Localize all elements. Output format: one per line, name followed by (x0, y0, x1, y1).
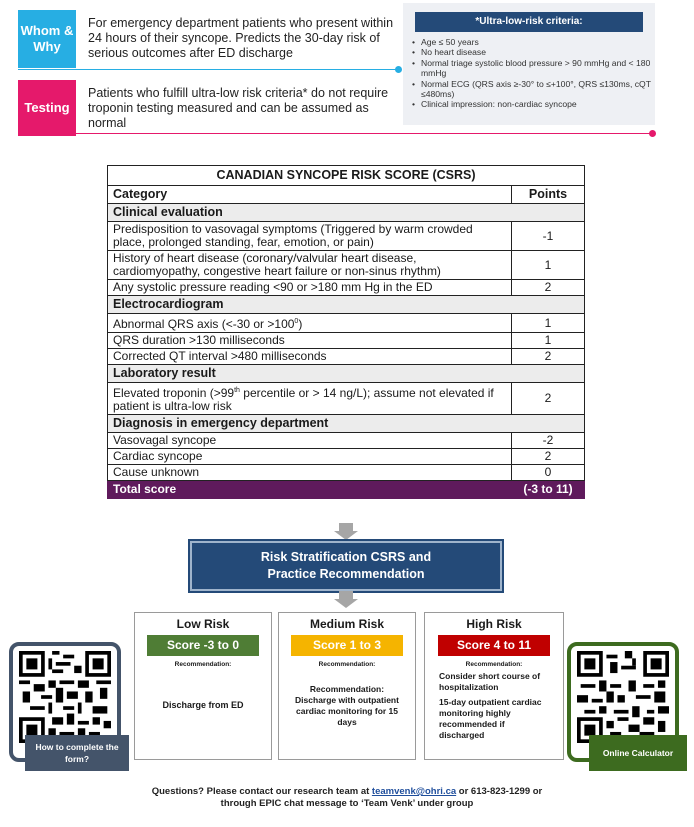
rec-label: Recommendation: (465, 661, 523, 668)
row-label: Abnormal QRS axis (<-30 or $>100^0$) (108, 314, 512, 333)
table-row (108, 314, 585, 333)
stratification-line1: Risk Stratification CSRS and (260, 550, 432, 564)
row-label: History of heart disease (coronary/valvular heart disease, cardiomyopathy, congestive heart failure or non-sinus rhythm) (108, 251, 512, 280)
row-label: Elevated troponin (>99th percentile or > 14 ng/L); assume not elevated if patient is ultra-low risk (108, 383, 512, 415)
row-points: 2 (512, 349, 585, 365)
criteria-item: • No heart disease (421, 47, 657, 57)
row-points: 2 (512, 383, 585, 415)
row-label: Vasovagal syncope (108, 433, 512, 449)
cyan-dot (395, 66, 402, 73)
testing-text: Patients who fulfill ultra-low risk criteria* do not require troponin testing measured and can be assumed as normal (88, 86, 389, 130)
section-lab: Laboratory result (108, 365, 585, 383)
col-category: Category (108, 186, 512, 204)
pink-dot (649, 130, 656, 137)
ultra-low-risk-criteria-panel (403, 3, 655, 125)
high-risk-score: Score 4 to 11 (438, 635, 550, 656)
criteria-title: *Ultra-low-risk criteria: (415, 12, 643, 32)
down-arrow-icon (334, 531, 358, 540)
total-range: (-3 to 11) (512, 481, 585, 499)
qr-left-label[interactable]: How to complete the form? (25, 735, 129, 771)
row-label: Corrected QT interval >480 milliseconds (108, 349, 512, 365)
row-label: Cardiac syncope (108, 449, 512, 465)
footer-line2: through EPIC chat message to ‘Team Venk’ under group (220, 798, 474, 809)
col-points: Points (512, 186, 585, 204)
section-clinical: Clinical evaluation (108, 204, 585, 222)
criteria-item: • Normal triage systolic blood pressure > 90 mmHg and < 180 mmHg (421, 58, 657, 79)
cyan-divider (18, 69, 398, 70)
testing-tag: Testing (18, 80, 76, 136)
table-row (108, 383, 585, 415)
high-rec-1: Consider short course of hospitalization (439, 671, 541, 692)
table-row (108, 449, 585, 465)
table-row (108, 465, 585, 481)
row-points: 1 (512, 333, 585, 349)
arrow-stem (339, 591, 353, 599)
footer-contact (110, 786, 584, 810)
section-ecg: Electrocardiogram (108, 296, 585, 314)
row-label: QRS duration >130 milliseconds (108, 333, 512, 349)
table-row (108, 349, 585, 365)
row-label: Cause unknown (108, 465, 512, 481)
arrow-stem (339, 523, 353, 531)
footer-post: or 613-823-1299 or (456, 786, 543, 797)
row-points: 0 (512, 465, 585, 481)
criteria-item: • Clinical impression: non-cardiac syncope (421, 99, 657, 109)
criteria-item: • Normal ECG (QRS axis ≥-30° to ≤+100°, QRS ≤130ms, cQT ≤480ms) (421, 79, 657, 100)
row-points: 1 (512, 251, 585, 280)
table-row (108, 222, 585, 251)
whom-why-tag: Whom & Why (18, 10, 76, 68)
row-points: 1 (512, 314, 585, 333)
table-row (108, 433, 585, 449)
total-label: Total score (108, 481, 512, 499)
qr-code-icon[interactable] (577, 651, 669, 743)
row-label: Any systolic pressure reading <90 or >180 mm Hg in the ED (108, 280, 512, 296)
row-points: -1 (512, 222, 585, 251)
row-points: -2 (512, 433, 585, 449)
row-points: 2 (512, 449, 585, 465)
low-risk-card (134, 612, 272, 760)
qr-code-icon[interactable] (19, 651, 111, 743)
rec-label: Recommendation: (318, 661, 376, 668)
medium-risk-title: Medium Risk (309, 617, 384, 631)
table-row (108, 251, 585, 280)
medium-risk-recommendation: Discharge with outpatient cardiac monitoring for 15 days (295, 695, 399, 727)
row-label: Predisposition to vasovagal symptoms (Triggered by warm crowded place, prolonged standing, fear, emotion, or pain) (108, 222, 512, 251)
table-row (108, 280, 585, 296)
risk-stratification-box (190, 541, 502, 591)
row-points: 2 (512, 280, 585, 296)
high-risk-title: High Risk (466, 617, 522, 631)
down-arrow-icon (334, 599, 358, 608)
table-row (108, 333, 585, 349)
medium-risk-score: Score 1 to 3 (291, 635, 403, 656)
section-diagnosis: Diagnosis in emergency department (108, 415, 585, 433)
medium-rec-head: Recommendation: (309, 684, 385, 694)
table-title: CANADIAN SYNCOPE RISK SCORE (CSRS) (108, 166, 585, 186)
csrs-table (107, 165, 585, 499)
whom-why-text: For emergency department patients who present within 24 hours of their syncope. Predicts the 30-day risk of serious outcomes after ED discharge (88, 16, 394, 60)
high-risk-card (424, 612, 564, 760)
criteria-item: • Age ≤ 50 years (421, 37, 657, 47)
low-risk-score: Score -3 to 0 (147, 635, 259, 656)
low-risk-title: Low Risk (176, 617, 230, 631)
email-link[interactable]: teamvenk@ohri.ca (371, 786, 457, 797)
low-risk-recommendation: Discharge from ED (162, 700, 244, 710)
pink-divider (18, 133, 652, 134)
stratification-line2: Practice Recommendation (267, 567, 425, 581)
medium-risk-card (278, 612, 416, 760)
criteria-list (409, 37, 657, 110)
rec-label: Recommendation: (174, 661, 232, 668)
qr-right-label[interactable]: Online Calculator (589, 735, 687, 771)
footer-pre: Questions? Please contact our research team at (151, 786, 372, 797)
high-rec-2: 15-day outpatient cardiac monitoring highly recommended if discharged (439, 697, 542, 740)
